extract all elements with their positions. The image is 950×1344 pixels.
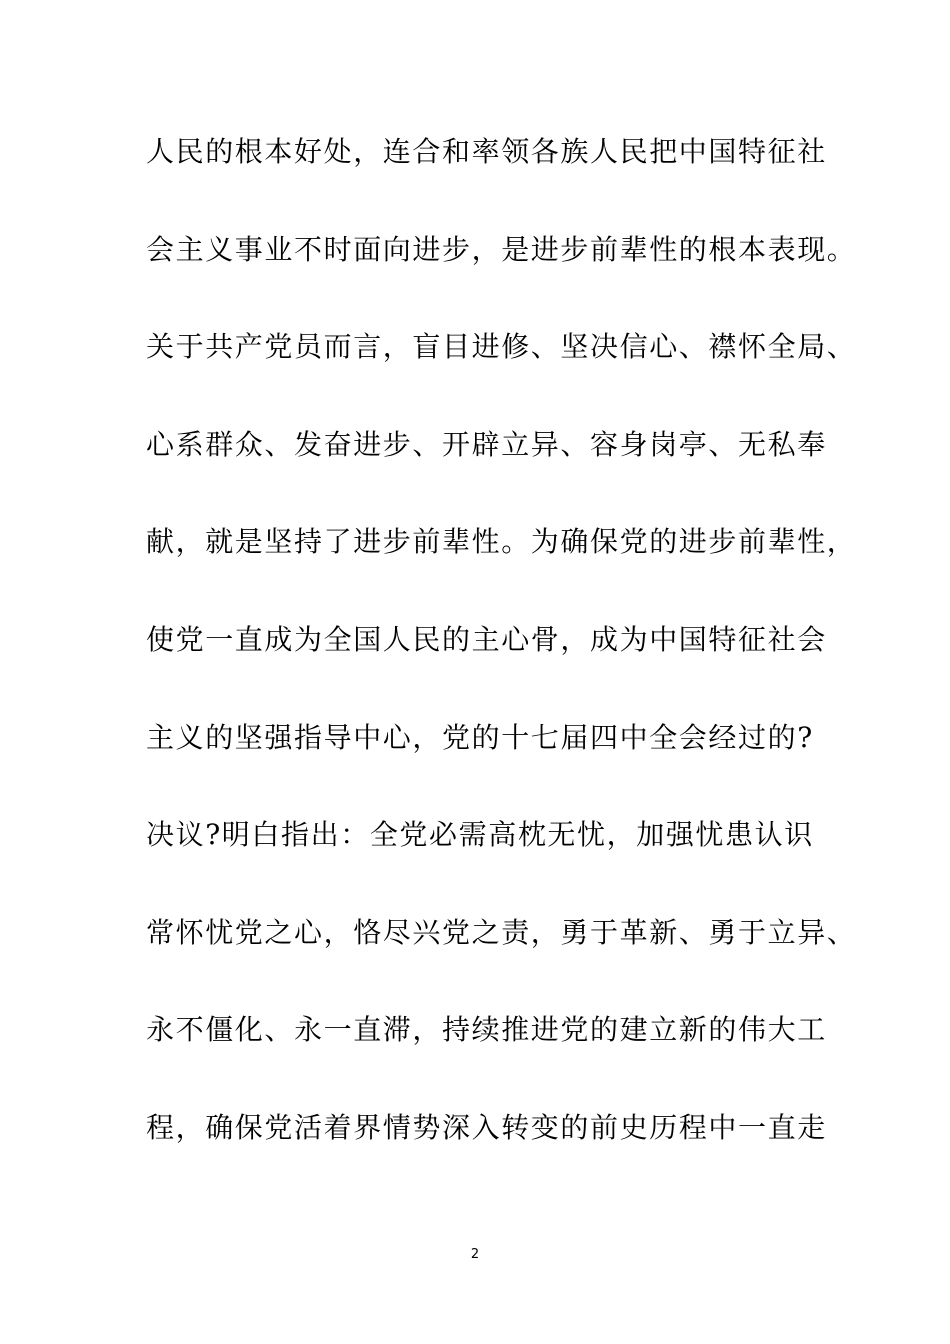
text-line-5: 献，就是坚持了进步前辈性。为确保党的进步前辈性，: [146, 525, 857, 559]
text-line-9: 常怀忧党之心，恪尽兴党之责，勇于革新、勇于立异、: [146, 915, 857, 949]
text-line-4: 心系群众、发奋进步、开辟立异、容身岗亭、无私奉: [146, 427, 827, 461]
text-line-10: 永不僵化、永一直滞，持续推进党的建立新的伟大工: [146, 1013, 827, 1047]
page-number: 2: [470, 1247, 480, 1262]
text-line-8: 决议?明白指出：全党必需高枕无忧，加强忧患认识: [146, 818, 814, 852]
text-line-3: 关于共产党员而言，盲目进修、坚决信心、襟怀全局、: [146, 330, 857, 364]
body-text: [146, 128, 857, 1202]
text-line-1: 人民的根本好处，连合和率领各族人民把中国特征社: [146, 135, 827, 168]
text-line-2: 会主义事业不时面向进步，是进步前辈性的根本表现。: [146, 232, 857, 266]
text-line-7: 主义的坚强指导中心，党的十七届四中全会经过的?: [146, 720, 814, 754]
text-line-6: 使党一直成为全国人民的主心骨，成为中国特征社会: [146, 622, 827, 656]
text-line-11: 程，确保党活着界情势深入转变的前史历程中一直走: [146, 1110, 827, 1144]
